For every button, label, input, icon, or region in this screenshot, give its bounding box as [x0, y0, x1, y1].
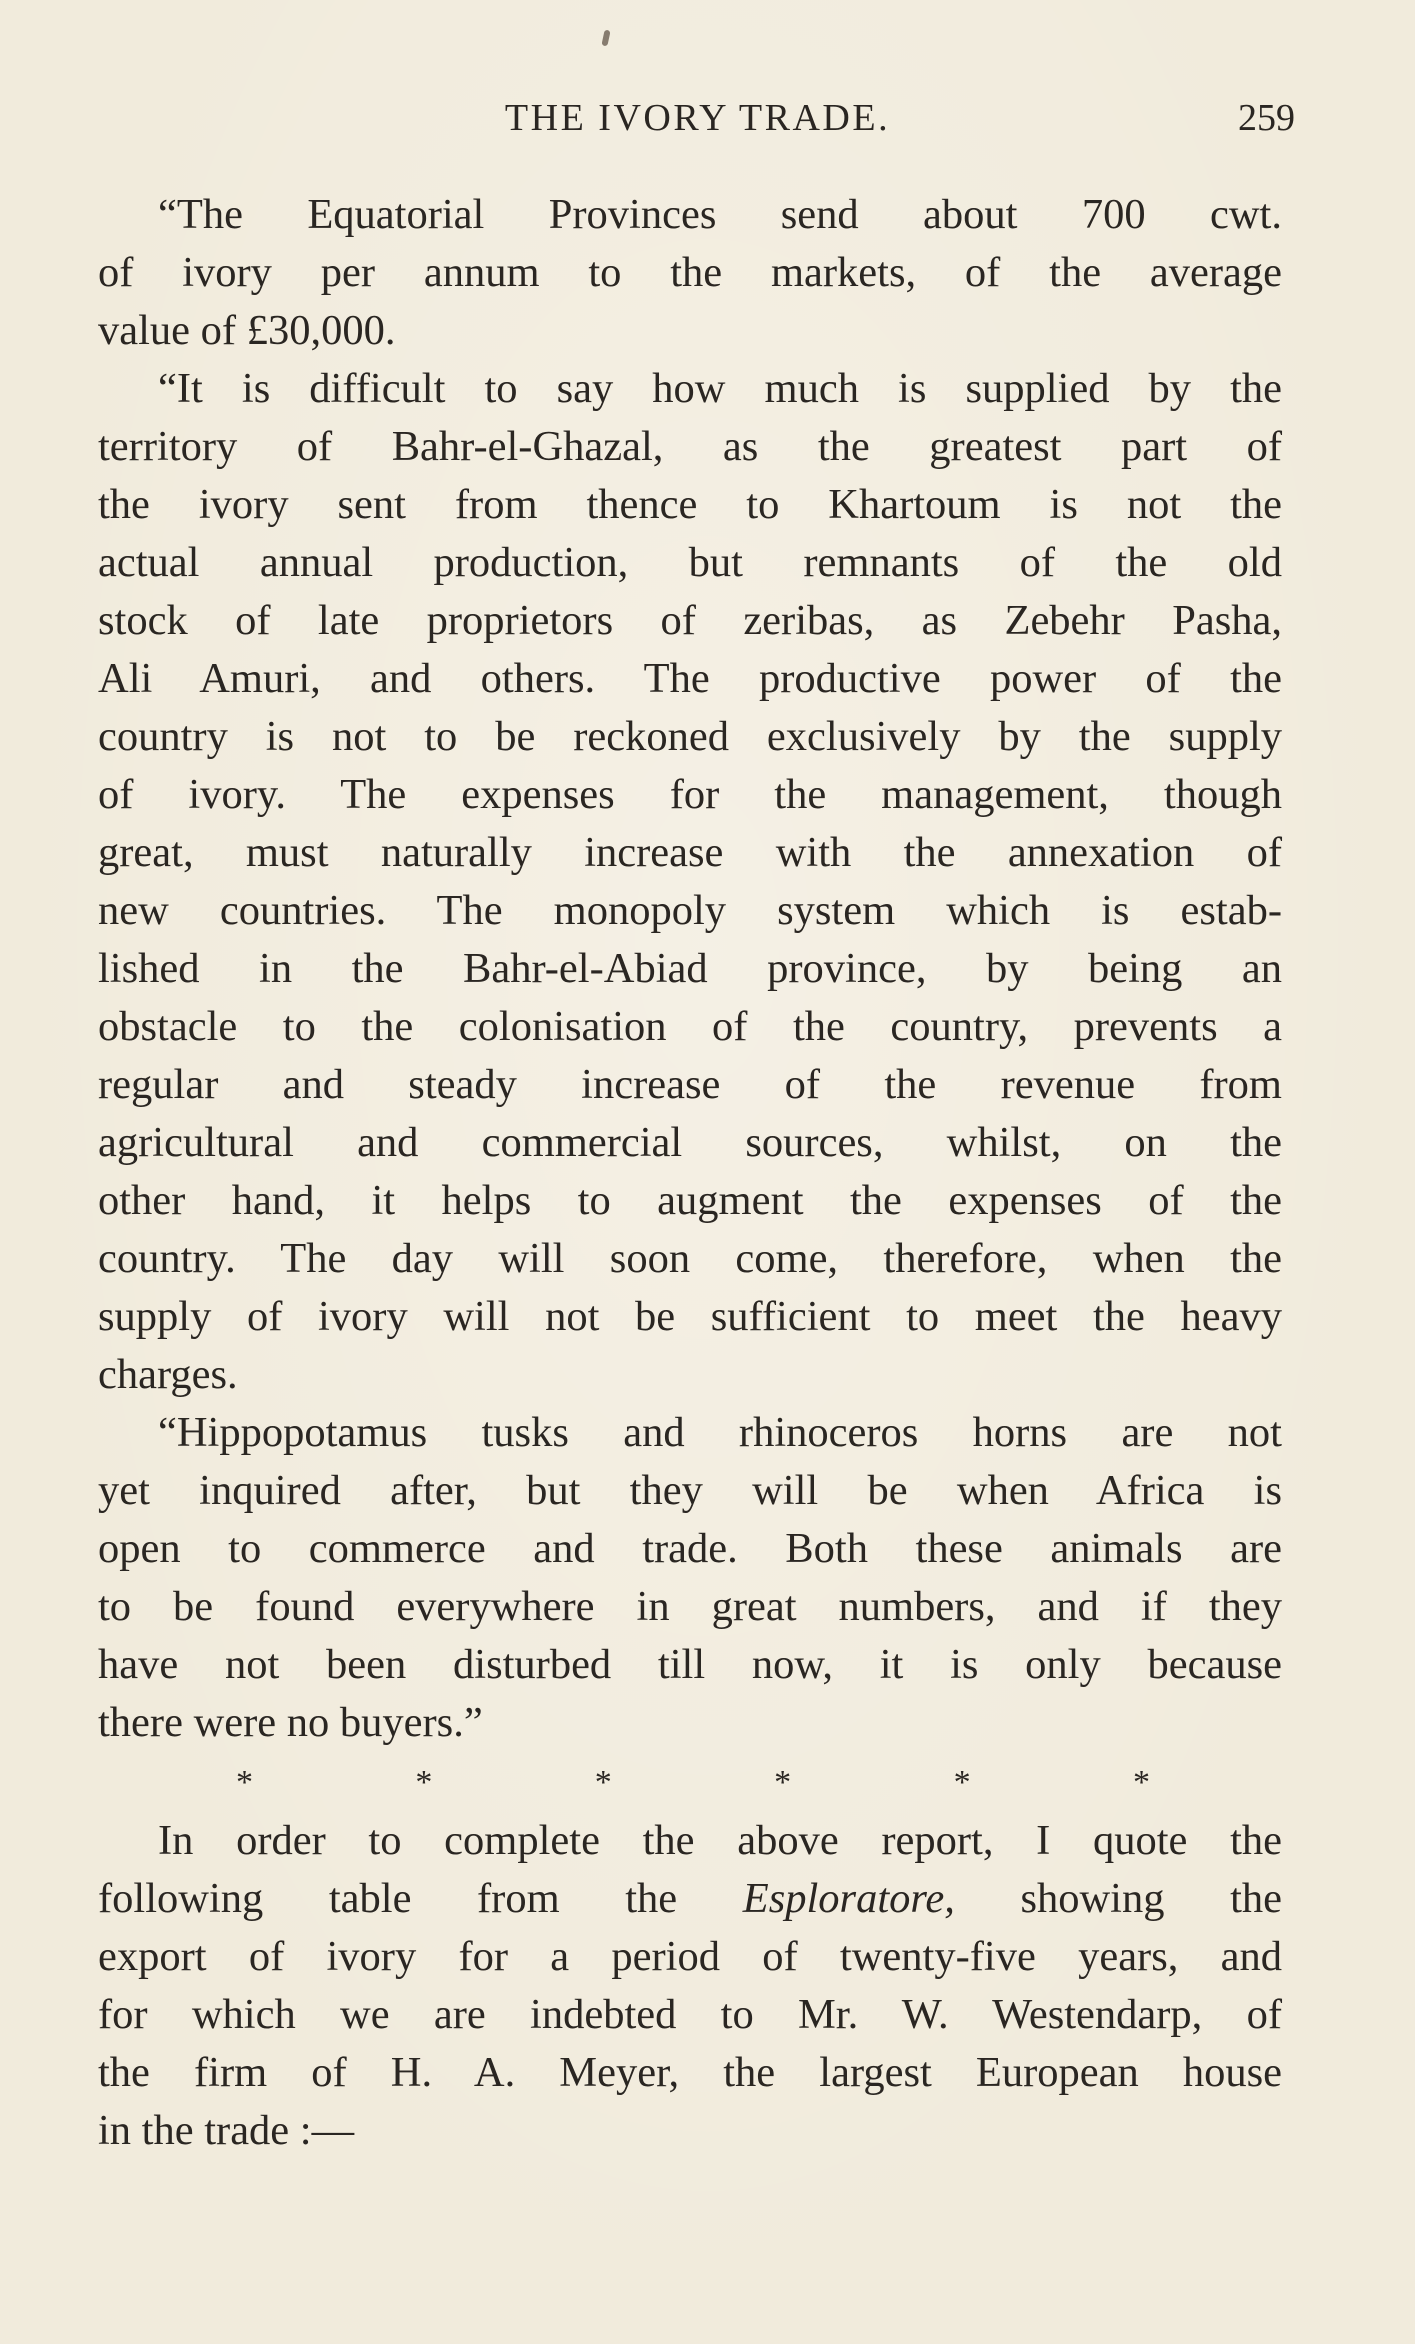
text-line: “The Equatorial Provinces send about 700 cwt. [158, 191, 1282, 238]
text-line: of ivory per annum to the markets, of the average [98, 249, 1282, 296]
separator-asterisk: * [774, 1764, 792, 1801]
running-title: THE IVORY TRADE. [504, 97, 891, 139]
text-line: charges. [98, 1351, 238, 1398]
text-line: Ali Amuri, and others. The productive power of the [98, 655, 1282, 702]
text-line: agricultural and commercial sources, whilst, on the [98, 1119, 1282, 1166]
text-line: to be found everywhere in great numbers, and if they [98, 1583, 1282, 1630]
text-line: great, must naturally increase with the annexation of [98, 829, 1282, 876]
text-line: country. The day will soon come, therefore, when the [98, 1235, 1282, 1282]
text-line: the ivory sent from thence to Khartoum is not the [98, 481, 1282, 528]
text-line: there were no buyers.” [98, 1699, 483, 1746]
separator-asterisk: * [415, 1764, 433, 1801]
text-line: obstacle to the colonisation of the country, prevents a [98, 1003, 1282, 1050]
text-line: new countries. The monopoly system which is estab- [98, 887, 1282, 934]
text-line: supply of ivory will not be sufficient to meet the heavy [98, 1293, 1282, 1340]
page-number: 259 [1238, 97, 1295, 139]
text-line-with-italic [98, 1870, 1282, 1928]
text-line: value of £30,000. [98, 307, 396, 354]
text-line: lished in the Bahr-el-Abiad province, by being an [98, 945, 1282, 992]
text-line: open to commerce and trade. Both these animals are [98, 1525, 1282, 1572]
text-line: of ivory. The expenses for the management, though [98, 771, 1282, 818]
text-line: stock of late proprietors of zeribas, as Zebehr Pasha, [98, 597, 1282, 644]
section-separator [98, 1754, 1282, 1812]
text-line: territory of Bahr-el-Ghazal, as the greatest part of [98, 423, 1282, 470]
text-line: country is not to be reckoned exclusively by the supply [98, 713, 1282, 760]
text-line: actual annual production, but remnants of the old [98, 539, 1282, 586]
body-text [98, 186, 1282, 2160]
text-line: regular and steady increase of the revenue from [98, 1061, 1282, 1108]
text-segment: following table from the [98, 1875, 678, 1922]
running-head [100, 96, 1295, 146]
text-line: for which we are indebted to Mr. W. Westendarp, of [98, 1991, 1282, 2038]
italic-title: Esploratore, [742, 1875, 955, 1922]
separator-asterisk: * [236, 1764, 253, 1801]
text-line: the firm of H. A. Meyer, the largest European house [98, 2049, 1282, 2096]
separator-asterisk: * [594, 1764, 612, 1801]
text-line: other hand, it helps to augment the expenses of the [98, 1177, 1282, 1224]
text-line: export of ivory for a period of twenty-five years, and [98, 1933, 1282, 1980]
text-segment: showing the [1020, 1875, 1282, 1922]
text-line: In order to complete the above report, I quote the [158, 1817, 1282, 1864]
separator-asterisk: * [953, 1764, 971, 1801]
text-line: in the trade :— [98, 2107, 355, 2154]
text-line: “It is difficult to say how much is supplied by the [158, 365, 1282, 412]
text-line: yet inquired after, but they will be when Africa is [98, 1467, 1282, 1514]
text-line: have not been disturbed till now, it is only because [98, 1641, 1282, 1688]
text-line: “Hippopotamus tusks and rhinoceros horns are not [158, 1409, 1282, 1456]
separator-asterisk: * [1132, 1764, 1150, 1801]
ink-speck [601, 30, 610, 47]
